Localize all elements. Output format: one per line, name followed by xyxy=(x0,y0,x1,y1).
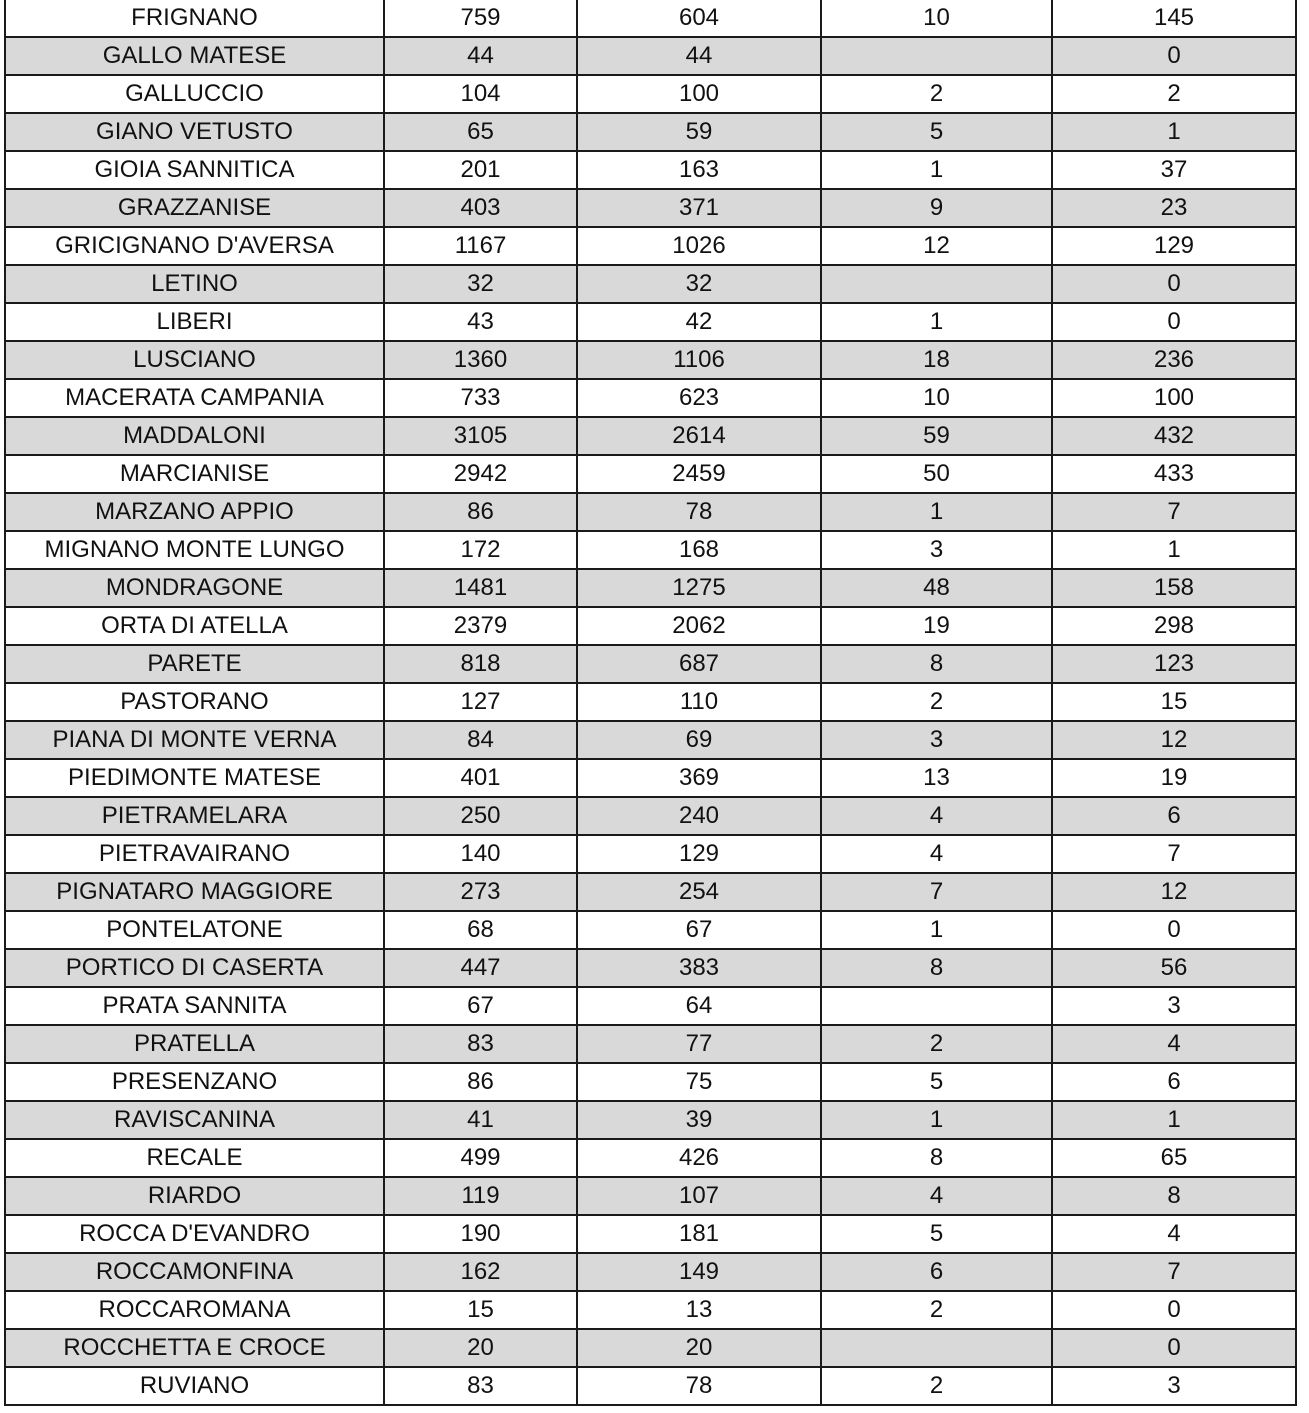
municipality-name-cell: PRESENZANO xyxy=(5,1063,384,1101)
municipality-name-cell: PASTORANO xyxy=(5,683,384,721)
table-row xyxy=(5,379,1296,417)
value-col-4-cell: 7 xyxy=(1052,835,1296,873)
value-col-4-cell: 4 xyxy=(1052,1215,1296,1253)
municipality-name-cell: PRATA SANNITA xyxy=(5,987,384,1025)
value-col-2-cell: 369 xyxy=(577,759,821,797)
value-col-3-cell: 1 xyxy=(821,1101,1052,1139)
value-col-4-cell: 145 xyxy=(1052,0,1296,37)
value-col-3-cell: 19 xyxy=(821,607,1052,645)
value-col-4-cell: 432 xyxy=(1052,417,1296,455)
municipality-name-cell: MONDRAGONE xyxy=(5,569,384,607)
value-col-2-cell: 77 xyxy=(577,1025,821,1063)
value-col-4-cell: 0 xyxy=(1052,265,1296,303)
municipality-name-cell: RECALE xyxy=(5,1139,384,1177)
value-col-4-cell: 0 xyxy=(1052,1329,1296,1367)
value-col-1-cell: 447 xyxy=(384,949,577,987)
value-col-3-cell: 6 xyxy=(821,1253,1052,1291)
table-row xyxy=(5,0,1296,37)
value-col-4-cell: 4 xyxy=(1052,1025,1296,1063)
value-col-3-cell xyxy=(821,987,1052,1025)
value-col-4-cell: 37 xyxy=(1052,151,1296,189)
municipality-name-cell: RIARDO xyxy=(5,1177,384,1215)
value-col-1-cell: 44 xyxy=(384,37,577,75)
table-row xyxy=(5,265,1296,303)
value-col-3-cell: 2 xyxy=(821,1291,1052,1329)
table-row xyxy=(5,949,1296,987)
value-col-1-cell: 119 xyxy=(384,1177,577,1215)
value-col-4-cell: 12 xyxy=(1052,873,1296,911)
value-col-2-cell: 426 xyxy=(577,1139,821,1177)
value-col-2-cell: 44 xyxy=(577,37,821,75)
value-col-1-cell: 68 xyxy=(384,911,577,949)
value-col-2-cell: 13 xyxy=(577,1291,821,1329)
table-row xyxy=(5,341,1296,379)
value-col-1-cell: 20 xyxy=(384,1329,577,1367)
municipality-name-cell: ORTA DI ATELLA xyxy=(5,607,384,645)
value-col-1-cell: 140 xyxy=(384,835,577,873)
value-col-1-cell: 41 xyxy=(384,1101,577,1139)
municipality-name-cell: RUVIANO xyxy=(5,1367,384,1405)
value-col-2-cell: 129 xyxy=(577,835,821,873)
value-col-1-cell: 201 xyxy=(384,151,577,189)
value-col-2-cell: 2614 xyxy=(577,417,821,455)
value-col-4-cell: 433 xyxy=(1052,455,1296,493)
value-col-1-cell: 162 xyxy=(384,1253,577,1291)
value-col-1-cell: 818 xyxy=(384,645,577,683)
value-col-3-cell: 8 xyxy=(821,949,1052,987)
table-row xyxy=(5,531,1296,569)
value-col-2-cell: 254 xyxy=(577,873,821,911)
municipality-name-cell: PIGNATARO MAGGIORE xyxy=(5,873,384,911)
value-col-3-cell: 5 xyxy=(821,113,1052,151)
municipality-name-cell: PIANA DI MONTE VERNA xyxy=(5,721,384,759)
value-col-2-cell: 42 xyxy=(577,303,821,341)
value-col-3-cell: 1 xyxy=(821,493,1052,531)
value-col-1-cell: 104 xyxy=(384,75,577,113)
value-col-2-cell: 1275 xyxy=(577,569,821,607)
value-col-2-cell: 1026 xyxy=(577,227,821,265)
value-col-1-cell: 759 xyxy=(384,0,577,37)
value-col-1-cell: 86 xyxy=(384,1063,577,1101)
value-col-3-cell: 1 xyxy=(821,151,1052,189)
value-col-1-cell: 127 xyxy=(384,683,577,721)
value-col-1-cell: 84 xyxy=(384,721,577,759)
municipality-name-cell: GRICIGNANO D'AVERSA xyxy=(5,227,384,265)
value-col-3-cell: 12 xyxy=(821,227,1052,265)
value-col-1-cell: 190 xyxy=(384,1215,577,1253)
value-col-4-cell: 0 xyxy=(1052,37,1296,75)
value-col-3-cell: 5 xyxy=(821,1063,1052,1101)
value-col-4-cell: 2 xyxy=(1052,75,1296,113)
value-col-4-cell: 3 xyxy=(1052,987,1296,1025)
value-col-4-cell: 8 xyxy=(1052,1177,1296,1215)
value-col-3-cell: 10 xyxy=(821,0,1052,37)
table-row xyxy=(5,37,1296,75)
value-col-4-cell: 0 xyxy=(1052,911,1296,949)
value-col-4-cell: 1 xyxy=(1052,531,1296,569)
value-col-1-cell: 1481 xyxy=(384,569,577,607)
value-col-2-cell: 75 xyxy=(577,1063,821,1101)
municipality-name-cell: ROCCAMONFINA xyxy=(5,1253,384,1291)
table-row xyxy=(5,151,1296,189)
value-col-2-cell: 623 xyxy=(577,379,821,417)
value-col-3-cell: 48 xyxy=(821,569,1052,607)
value-col-3-cell: 10 xyxy=(821,379,1052,417)
municipality-name-cell: MARCIANISE xyxy=(5,455,384,493)
value-col-3-cell: 2 xyxy=(821,683,1052,721)
municipality-name-cell: PIEDIMONTE MATESE xyxy=(5,759,384,797)
value-col-2-cell: 181 xyxy=(577,1215,821,1253)
municipality-name-cell: ROCCAROMANA xyxy=(5,1291,384,1329)
value-col-4-cell: 15 xyxy=(1052,683,1296,721)
value-col-1-cell: 172 xyxy=(384,531,577,569)
value-col-1-cell: 401 xyxy=(384,759,577,797)
value-col-4-cell: 7 xyxy=(1052,1253,1296,1291)
value-col-3-cell: 3 xyxy=(821,531,1052,569)
table-body xyxy=(5,0,1296,1405)
value-col-2-cell: 2459 xyxy=(577,455,821,493)
value-col-2-cell: 168 xyxy=(577,531,821,569)
value-col-4-cell: 3 xyxy=(1052,1367,1296,1405)
value-col-1-cell: 43 xyxy=(384,303,577,341)
value-col-4-cell: 6 xyxy=(1052,797,1296,835)
municipality-name-cell: PIETRAMELARA xyxy=(5,797,384,835)
value-col-4-cell: 56 xyxy=(1052,949,1296,987)
municipality-name-cell: RAVISCANINA xyxy=(5,1101,384,1139)
municipality-name-cell: MACERATA CAMPANIA xyxy=(5,379,384,417)
value-col-3-cell xyxy=(821,1329,1052,1367)
table-row xyxy=(5,189,1296,227)
value-col-4-cell: 19 xyxy=(1052,759,1296,797)
value-col-4-cell: 65 xyxy=(1052,1139,1296,1177)
table-row xyxy=(5,493,1296,531)
table-row xyxy=(5,569,1296,607)
table-row xyxy=(5,911,1296,949)
value-col-1-cell: 1167 xyxy=(384,227,577,265)
value-col-1-cell: 67 xyxy=(384,987,577,1025)
value-col-3-cell: 4 xyxy=(821,1177,1052,1215)
value-col-2-cell: 2062 xyxy=(577,607,821,645)
table-row xyxy=(5,1367,1296,1405)
municipality-name-cell: GIOIA SANNITICA xyxy=(5,151,384,189)
value-col-3-cell: 3 xyxy=(821,721,1052,759)
value-col-1-cell: 2379 xyxy=(384,607,577,645)
municipality-name-cell: ROCCA D'EVANDRO xyxy=(5,1215,384,1253)
table-row xyxy=(5,759,1296,797)
table-row xyxy=(5,721,1296,759)
table-row xyxy=(5,303,1296,341)
municipality-name-cell: PONTELATONE xyxy=(5,911,384,949)
value-col-3-cell: 4 xyxy=(821,797,1052,835)
value-col-2-cell: 107 xyxy=(577,1177,821,1215)
table-row xyxy=(5,1139,1296,1177)
table-row xyxy=(5,1253,1296,1291)
value-col-3-cell: 5 xyxy=(821,1215,1052,1253)
municipality-name-cell: PORTICO DI CASERTA xyxy=(5,949,384,987)
value-col-2-cell: 69 xyxy=(577,721,821,759)
value-col-3-cell: 2 xyxy=(821,1367,1052,1405)
value-col-3-cell: 9 xyxy=(821,189,1052,227)
value-col-3-cell: 8 xyxy=(821,1139,1052,1177)
table-row xyxy=(5,987,1296,1025)
municipality-name-cell: MIGNANO MONTE LUNGO xyxy=(5,531,384,569)
municipality-name-cell: MARZANO APPIO xyxy=(5,493,384,531)
table-row xyxy=(5,1063,1296,1101)
value-col-2-cell: 240 xyxy=(577,797,821,835)
municipality-name-cell: FRIGNANO xyxy=(5,0,384,37)
value-col-4-cell: 236 xyxy=(1052,341,1296,379)
value-col-1-cell: 1360 xyxy=(384,341,577,379)
value-col-3-cell: 7 xyxy=(821,873,1052,911)
table-row xyxy=(5,227,1296,265)
table-row xyxy=(5,607,1296,645)
value-col-3-cell: 2 xyxy=(821,1025,1052,1063)
municipality-name-cell: LIBERI xyxy=(5,303,384,341)
value-col-3-cell: 1 xyxy=(821,911,1052,949)
table-row xyxy=(5,75,1296,113)
value-col-2-cell: 383 xyxy=(577,949,821,987)
value-col-1-cell: 32 xyxy=(384,265,577,303)
value-col-2-cell: 604 xyxy=(577,0,821,37)
table-row xyxy=(5,835,1296,873)
municipality-name-cell: GIANO VETUSTO xyxy=(5,113,384,151)
table-row xyxy=(5,1291,1296,1329)
value-col-4-cell: 100 xyxy=(1052,379,1296,417)
value-col-1-cell: 250 xyxy=(384,797,577,835)
municipality-name-cell: PIETRAVAIRANO xyxy=(5,835,384,873)
table-row xyxy=(5,683,1296,721)
value-col-4-cell: 12 xyxy=(1052,721,1296,759)
table-row xyxy=(5,873,1296,911)
municipality-name-cell: MADDALONI xyxy=(5,417,384,455)
municipality-name-cell: LETINO xyxy=(5,265,384,303)
value-col-3-cell: 13 xyxy=(821,759,1052,797)
municipality-name-cell: PARETE xyxy=(5,645,384,683)
value-col-1-cell: 403 xyxy=(384,189,577,227)
value-col-2-cell: 149 xyxy=(577,1253,821,1291)
value-col-2-cell: 163 xyxy=(577,151,821,189)
value-col-2-cell: 371 xyxy=(577,189,821,227)
table-row xyxy=(5,1177,1296,1215)
value-col-1-cell: 3105 xyxy=(384,417,577,455)
value-col-2-cell: 64 xyxy=(577,987,821,1025)
value-col-2-cell: 32 xyxy=(577,265,821,303)
value-col-1-cell: 499 xyxy=(384,1139,577,1177)
value-col-2-cell: 687 xyxy=(577,645,821,683)
value-col-4-cell: 1 xyxy=(1052,1101,1296,1139)
value-col-2-cell: 78 xyxy=(577,1367,821,1405)
value-col-1-cell: 2942 xyxy=(384,455,577,493)
value-col-4-cell: 158 xyxy=(1052,569,1296,607)
municipality-data-table xyxy=(4,0,1297,1406)
value-col-3-cell: 2 xyxy=(821,75,1052,113)
value-col-4-cell: 23 xyxy=(1052,189,1296,227)
municipality-name-cell: ROCCHETTA E CROCE xyxy=(5,1329,384,1367)
table-row xyxy=(5,797,1296,835)
value-col-1-cell: 273 xyxy=(384,873,577,911)
value-col-2-cell: 39 xyxy=(577,1101,821,1139)
value-col-2-cell: 1106 xyxy=(577,341,821,379)
value-col-4-cell: 129 xyxy=(1052,227,1296,265)
value-col-4-cell: 1 xyxy=(1052,113,1296,151)
value-col-4-cell: 123 xyxy=(1052,645,1296,683)
value-col-2-cell: 100 xyxy=(577,75,821,113)
value-col-2-cell: 20 xyxy=(577,1329,821,1367)
value-col-3-cell: 18 xyxy=(821,341,1052,379)
value-col-2-cell: 67 xyxy=(577,911,821,949)
table-row xyxy=(5,1025,1296,1063)
value-col-4-cell: 7 xyxy=(1052,493,1296,531)
municipality-name-cell: GALLO MATESE xyxy=(5,37,384,75)
value-col-3-cell: 4 xyxy=(821,835,1052,873)
table-row xyxy=(5,1101,1296,1139)
value-col-4-cell: 298 xyxy=(1052,607,1296,645)
value-col-4-cell: 6 xyxy=(1052,1063,1296,1101)
value-col-3-cell xyxy=(821,265,1052,303)
table-row xyxy=(5,455,1296,493)
value-col-4-cell: 0 xyxy=(1052,303,1296,341)
municipality-name-cell: GALLUCCIO xyxy=(5,75,384,113)
value-col-3-cell: 8 xyxy=(821,645,1052,683)
value-col-3-cell: 1 xyxy=(821,303,1052,341)
table-row xyxy=(5,1215,1296,1253)
value-col-1-cell: 83 xyxy=(384,1025,577,1063)
table-row xyxy=(5,645,1296,683)
table-row xyxy=(5,113,1296,151)
table-row xyxy=(5,417,1296,455)
municipality-name-cell: GRAZZANISE xyxy=(5,189,384,227)
value-col-2-cell: 59 xyxy=(577,113,821,151)
value-col-1-cell: 86 xyxy=(384,493,577,531)
value-col-1-cell: 65 xyxy=(384,113,577,151)
municipality-name-cell: LUSCIANO xyxy=(5,341,384,379)
municipality-name-cell: PRATELLA xyxy=(5,1025,384,1063)
value-col-3-cell: 59 xyxy=(821,417,1052,455)
value-col-1-cell: 83 xyxy=(384,1367,577,1405)
value-col-4-cell: 0 xyxy=(1052,1291,1296,1329)
value-col-1-cell: 15 xyxy=(384,1291,577,1329)
value-col-2-cell: 110 xyxy=(577,683,821,721)
value-col-3-cell xyxy=(821,37,1052,75)
value-col-1-cell: 733 xyxy=(384,379,577,417)
value-col-2-cell: 78 xyxy=(577,493,821,531)
table-row xyxy=(5,1329,1296,1367)
value-col-3-cell: 50 xyxy=(821,455,1052,493)
